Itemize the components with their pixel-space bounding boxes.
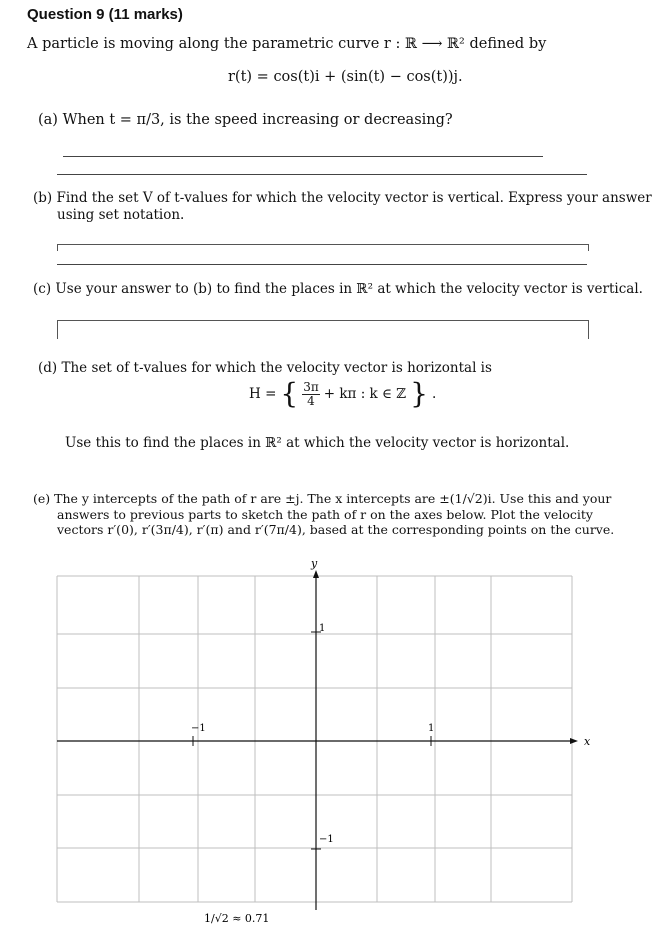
left-brace: { [280, 377, 299, 410]
part-b-line1: Find the set V of t-values for which the velocity vector is vertical. Express your answer [56, 190, 652, 206]
set-h-rest: + kπ : k ∈ ℤ [323, 386, 407, 402]
question-title: Question 9 (11 marks) [27, 6, 183, 23]
set-h-expression: H = { $\frac{3\pi}{4}$ + kπ : k ∈ ℤ } . [249, 377, 437, 410]
part-e-line2: answers to previous parts to sketch the path of r on the axes below. Plot the velocity [57, 507, 593, 522]
x-tick-label-neg1: −1 [191, 723, 206, 734]
part-c-label: (c) [33, 281, 52, 297]
question-intro: A particle is moving along the parametric curve r : ℝ ⟶ ℝ² defined by [27, 36, 547, 52]
set-h-lhs: H = [249, 386, 277, 402]
part-e-line3: vectors r′(0), r′(3π/4), r′(π) and r′(7π/4), based at the corresponding points on the curve. [57, 522, 615, 537]
part-b-label: (b) [33, 190, 53, 206]
set-h-denominator: 4 [307, 393, 315, 408]
part-a-label: (a) [38, 112, 58, 128]
y-tick-label-neg1: −1 [319, 834, 334, 845]
y-axis-label: y [311, 557, 318, 570]
x-tick-label-1: 1 [428, 723, 435, 734]
part-d-line2: Use this to find the places in ℝ² at which the velocity vector is horizontal. [65, 435, 570, 451]
grid [57, 576, 572, 902]
part-d-label: (d) [38, 360, 58, 376]
parametric-equation: r(t) = cos(t)i + (sin(t) − cos(t))j. [228, 69, 463, 85]
y-axis-arrow-icon [313, 570, 319, 578]
set-h-numerator: 3π [303, 379, 319, 394]
part-e-line1: The y intercepts of the path of r are ±j. The x intercepts are ±(1/√2)i. Use this and your [54, 491, 612, 506]
approx-note: 1/√2 ≈ 0.71 [204, 912, 270, 925]
right-brace: } [410, 377, 428, 410]
x-axis-arrow-icon [570, 738, 578, 744]
part-d-line1: The set of t-values for which the velocity vector is horizontal is [61, 360, 492, 376]
part-b-line2: using set notation. [57, 207, 185, 223]
part-e-label: (e) [33, 491, 51, 506]
part-a-text: When t = π/3, is the speed increasing or decreasing? [62, 112, 453, 128]
part-c-text: Use your answer to (b) to find the places in ℝ² at which the velocity vector is vertical. [55, 281, 643, 297]
y-tick-label-1: 1 [319, 623, 326, 634]
x-axis-label: x [584, 735, 591, 748]
